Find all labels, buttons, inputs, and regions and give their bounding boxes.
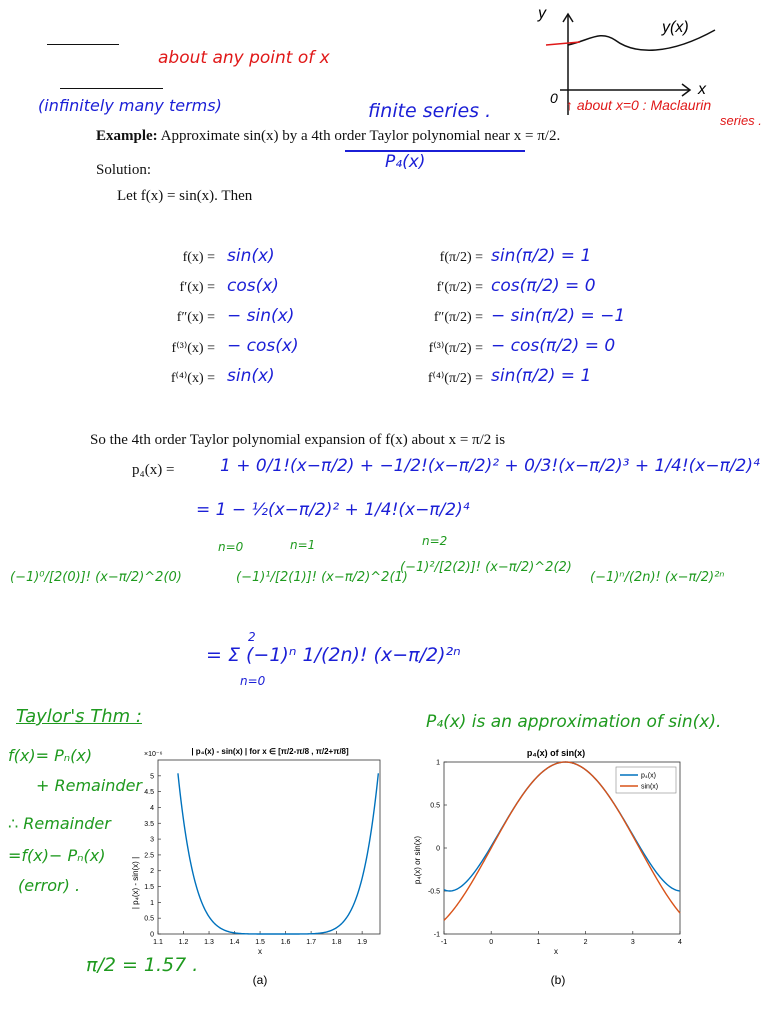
chart-b-caption: (b) <box>550 973 566 987</box>
chart-b-ytick-label-3: 0.5 <box>430 802 440 810</box>
deriv-rhs-lhs-3: f⁽³⁾(π/2) = <box>428 341 483 356</box>
deriv-val-3: − cos(x) <box>227 336 299 356</box>
taylor-l5: (error) . <box>18 876 81 895</box>
deriv-rhs-val-2: − sin(π/2) = −1 <box>491 306 626 326</box>
deriv-val-0: sin(x) <box>227 246 275 266</box>
p4-label: p₄(x) = <box>132 462 175 478</box>
underline-blank-2 <box>60 88 163 89</box>
chart-b-title: p₄(x) of sin(x) <box>526 748 586 758</box>
chart-b-ytick-label-2: 0 <box>436 845 440 853</box>
chart-a-xlabel: x <box>258 947 262 956</box>
deriv-val-2: − sin(x) <box>227 306 295 326</box>
chart-a-xtick-label-2: 1.3 <box>204 939 214 946</box>
chart-a-xtick-label-7: 1.8 <box>331 939 342 946</box>
taylor-l4: =f(x)− Pₙ(x) <box>8 846 106 865</box>
example-line <box>96 128 560 145</box>
chart-a-ytick-label-5: 2.5 <box>144 852 154 860</box>
deriv-rhs-lhs-4: f⁽⁴⁾(π/2) = <box>427 371 483 386</box>
underline-taylor <box>345 150 525 152</box>
let-line: Let f(x) = sin(x). Then <box>117 188 253 204</box>
sum-line: = Σ (−1)ⁿ 1/(2n)! (x−π/2)²ⁿ <box>206 644 461 666</box>
deriv-rhs-val-0: sin(π/2) = 1 <box>491 246 592 266</box>
error-plot <box>130 738 390 1000</box>
deriv-lhs-2: f″(x) = <box>176 310 215 325</box>
chart-a-ytick-label-8: 4 <box>150 804 154 812</box>
chart-a-ytick-label-0: 0 <box>150 931 154 939</box>
deriv-rhs-lhs-2: f″(π/2) = <box>433 310 483 325</box>
taylor-l3: ∴ Remainder <box>8 814 111 833</box>
chart-a-plot-area <box>158 760 380 934</box>
note-about-any-point: about any point of x <box>158 48 330 68</box>
deriv-lhs-4: f⁽⁴⁾(x) = <box>170 371 215 386</box>
chart-b-xlabel: x <box>554 947 558 956</box>
chart-b-xtick-label-1: 0 <box>489 939 494 946</box>
chart-b-legend-label-0: p₄(x) <box>641 772 656 780</box>
taylor-approx: P₄(x) is an approximation of sin(x). <box>426 712 722 732</box>
sketch-x-label: x <box>698 81 706 98</box>
term-0: (−1)⁰/[2(0)]! (x−π/2)^2(0) <box>10 570 182 585</box>
chart-a-xtick-label-1: 1.2 <box>178 939 189 946</box>
note-p4: P₄(x) <box>385 152 426 172</box>
chart-a-ytick-label-4: 2 <box>150 868 154 876</box>
deriv-rhs-lhs-0: f(π/2) = <box>439 250 483 265</box>
chart-a-ytick-label-1: 0.5 <box>144 915 154 923</box>
sketch-zero-label: 0 <box>550 90 558 106</box>
term-n2-label: n=2 <box>422 534 448 548</box>
expansion-line-2: = 1 − ½(x−π/2)² + 1/4!(x−π/2)⁴ <box>196 500 470 520</box>
deriv-rhs-lhs-1: f′(π/2) = <box>436 280 483 295</box>
chart-a-xtick-label-5: 1.6 <box>280 939 291 946</box>
chart-a-xtick-label-6: 1.7 <box>306 939 316 946</box>
taylor-l1: f(x)= Pₙ(x) <box>8 746 93 765</box>
chart-a-ytick-label-9: 4.5 <box>144 789 154 797</box>
taylor-title: Taylor's Thm : <box>16 706 142 727</box>
chart-b-xtick-label-2: 1 <box>536 939 541 946</box>
sum-top-bound: 2 <box>248 630 256 644</box>
term-general: (−1)ⁿ/(2n)! (x−π/2)²ⁿ <box>590 570 725 585</box>
sum-bottom-bound: n=0 <box>240 674 266 688</box>
chart-b-xtick-label-5: 4 <box>678 939 682 946</box>
taylor-l2: + Remainder <box>36 776 143 795</box>
chart-a-title: | p₄(x) - sin(x) | for x ∈ [π/2-π/8 , π/2+π/8] <box>191 747 349 756</box>
chart-a-scale: ×10⁻⁶ <box>144 751 163 758</box>
chart-b-ytick-label-4: 1 <box>436 759 440 767</box>
underline-blank <box>47 44 119 45</box>
deriv-lhs-1: f′(x) = <box>179 280 215 295</box>
term-2: (−1)²/[2(2)]! (x−π/2)^2(2) <box>400 560 572 575</box>
sketch-series-label: series . <box>720 113 762 128</box>
chart-a-ytick-label-7: 3.5 <box>144 820 154 828</box>
derivative-table <box>135 246 655 396</box>
chart-b-ytick-label-1: -0.5 <box>427 888 440 896</box>
chart-a-xtick-label-3: 1.4 <box>229 939 240 946</box>
term-n1-label: n=1 <box>290 538 316 552</box>
term-1: (−1)¹/[2(1)]! (x−π/2)^2(1) <box>236 570 408 585</box>
deriv-rhs-val-1: cos(π/2) = 0 <box>491 276 596 296</box>
chart-a-ytick-label-3: 1.5 <box>144 884 154 892</box>
chart-a-ylabel: | p₄(x) - sin(x) | <box>131 856 140 910</box>
expansion-intro: So the 4th order Taylor polynomial expansion of f(x) about x = π/2 is <box>90 432 506 448</box>
chart-a-ytick-label-10: 5 <box>150 773 154 781</box>
chart-b-ylabel: p₄(x) or sin(x) <box>413 835 422 885</box>
chart-a-caption: (a) <box>252 973 268 987</box>
chart-a-xtick-label-4: 1.5 <box>255 939 265 946</box>
chart-a-xtick-label-0: 1.1 <box>153 939 163 946</box>
expansion-line-1: 1 + 0/1!(x−π/2) + −1/2!(x−π/2)² + 0/3!(x−π/2)³ + 1/4!(x−π/2)⁴ <box>220 456 760 476</box>
chart-a-xtick-label-8: 1.9 <box>357 939 368 946</box>
deriv-lhs-0: f(x) = <box>182 250 215 265</box>
approximation-plot <box>406 740 702 1000</box>
sketch-y-label: y <box>538 5 546 22</box>
chart-b-xtick-label-3: 2 <box>583 939 588 946</box>
chart-b-xtick-label-0: -1 <box>440 939 448 946</box>
chart-a-ytick-label-2: 1 <box>150 899 154 907</box>
deriv-val-4: sin(x) <box>227 366 275 386</box>
sketch-yx-label: y(x) <box>662 19 689 36</box>
example-text: Approximate sin(x) by a 4th order Taylor polynomial near x = π/2. <box>160 128 561 144</box>
deriv-rhs-val-4: sin(π/2) = 1 <box>491 366 592 386</box>
deriv-val-1: cos(x) <box>227 276 279 296</box>
example-label: Example: <box>96 128 158 144</box>
term-n0-label: n=0 <box>218 540 244 554</box>
solution-label: Solution: <box>96 162 152 178</box>
maclaurin-sketch <box>520 0 768 130</box>
chart-b-xtick-label-4: 3 <box>630 939 635 946</box>
chart-b-legend-label-1: sin(x) <box>641 783 659 791</box>
note-infinitely-many: (infinitely many terms) <box>38 96 222 115</box>
chart-b-ytick-label-0: -1 <box>433 931 440 939</box>
sketch-about-label: ↑ about x=0 : Maclaurin <box>566 97 712 113</box>
deriv-lhs-3: f⁽³⁾(x) = <box>171 341 215 356</box>
chart-a-ytick-label-6: 3 <box>150 836 154 844</box>
note-finite-series: finite series . <box>368 100 492 122</box>
deriv-rhs-val-3: − cos(π/2) = 0 <box>491 336 616 356</box>
taylor-pi2: π/2 = 1.57 . <box>86 954 199 976</box>
